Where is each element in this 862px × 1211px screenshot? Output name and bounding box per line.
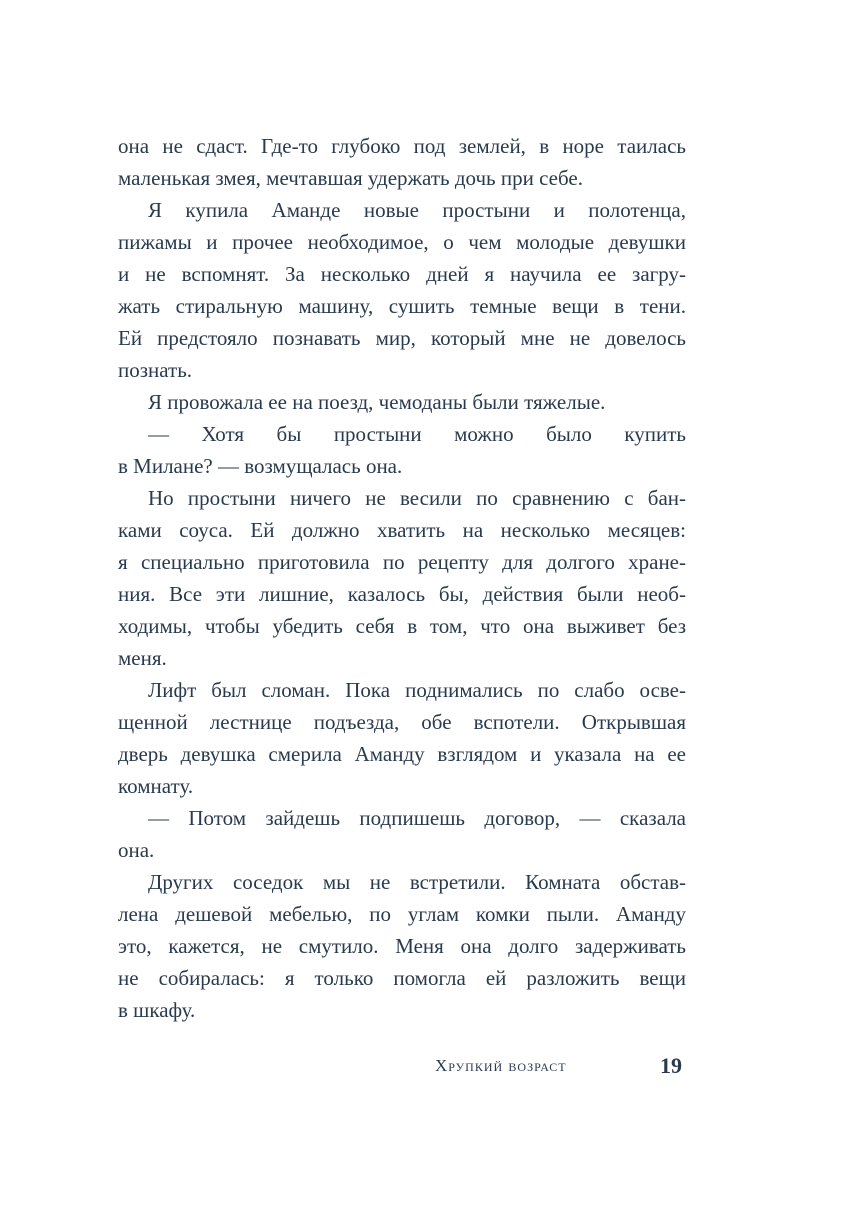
text-line: Я провожала ее на поезд, чемоданы были тяжелые. — [148, 390, 606, 414]
text-line: — Хотя бы простыни можно было купить — [148, 422, 686, 446]
text-line: Я купила Аманде новые простыни и полотенца, — [148, 198, 686, 222]
text-line: пижамы и прочее необходимое, о чем молодые девушки — [118, 230, 686, 254]
text-line: жать стиральную машину, сушить темные вещи в тени. — [118, 294, 686, 318]
running-title: Хрупкий возраст — [435, 1056, 567, 1075]
text-line: это, кажется, не смутило. Меня она долго задерживать — [118, 934, 686, 958]
text-line: дверь девушка смерила Аманду взглядом и указала на ее — [118, 742, 686, 766]
text-line: Других соседок мы не встретили. Комната обстав- — [148, 870, 686, 894]
text-line: комнату. — [118, 774, 194, 798]
text-line: Ей предстояло познавать мир, который мне не довелось — [118, 326, 686, 350]
text-line: — Потом зайдешь подпишешь договор, — сказала — [148, 806, 686, 830]
text-line: она не сдаст. Где-то глубоко под землей, в норе таилась — [118, 134, 686, 158]
text-line: меня. — [118, 646, 167, 670]
text-line: Но простыни ничего не весили по сравнению с бан- — [148, 486, 686, 510]
text-line: маленькая змея, мечтавшая удержать дочь при себе. — [118, 166, 583, 190]
text-line: лена дешевой мебелью, по углам комки пыли. Аманду — [118, 902, 686, 926]
text-line: щенной лестнице подъезда, обе вспотели. Открывшая — [118, 710, 686, 734]
text-line: Лифт был сломан. Пока поднимались по слабо осве- — [148, 678, 686, 702]
text-line: я специально приготовила по рецепту для долгого хране- — [118, 550, 686, 574]
text-line: в шкафу. — [118, 998, 196, 1022]
text-line: ния. Все эти лишние, казалось бы, действия были необ- — [118, 582, 686, 606]
body-text — [118, 130, 686, 1026]
text-line: в Милане? — возмущалась она. — [118, 454, 403, 478]
text-line: не собиралась: я только помогла ей разложить вещи — [118, 966, 686, 990]
text-line: ками соуса. Ей должно хватить на несколько месяцев: — [118, 518, 686, 542]
text-line: она. — [118, 838, 155, 862]
text-line: познать. — [118, 358, 193, 382]
text-line: ходимы, чтобы убедить себя в том, что она выживет без — [118, 614, 686, 638]
text-line: и не вспомнят. За несколько дней я научила ее загру- — [118, 262, 686, 286]
page-number: 19 — [660, 1053, 682, 1078]
